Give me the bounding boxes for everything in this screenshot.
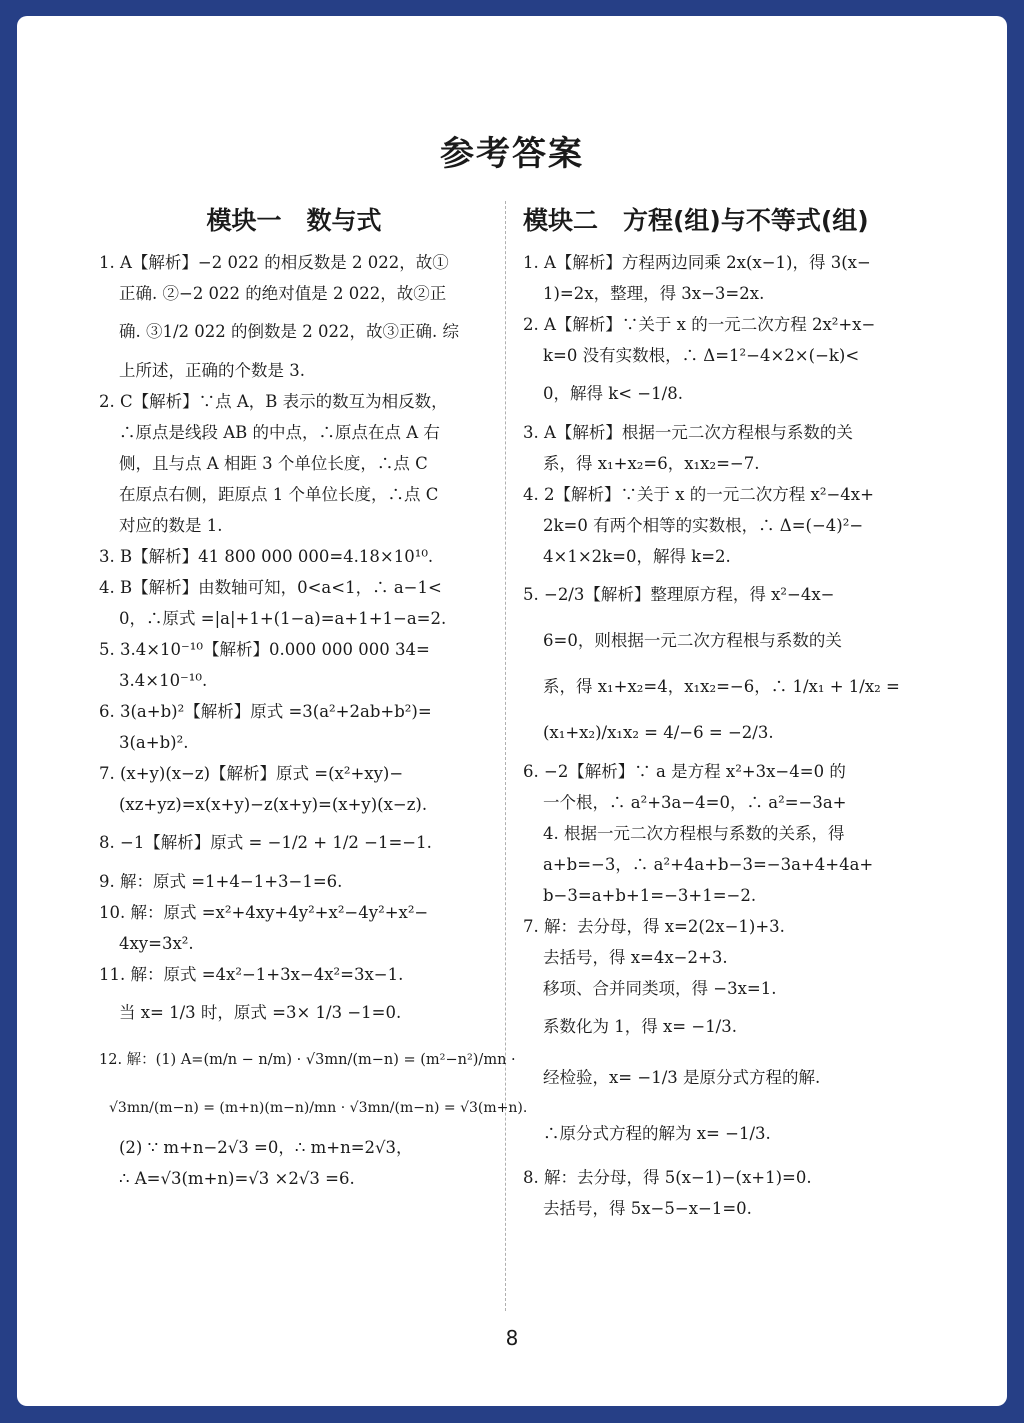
answer-line: 10. 解：原式 =x²+4xy+4y²+x²−4y²+x²− (99, 903, 429, 922)
answer-line: 4xy=3x². (119, 934, 194, 953)
answer-line: a+b=−3，∴ a²+4a+b−3=−3a+4+4a+ (543, 855, 874, 874)
answer-line: 3. B【解析】41 800 000 000=4.18×10¹⁰. (99, 547, 434, 566)
answer-line: 0，解得 k< −1/8. (543, 384, 683, 403)
answer-line: 确. ③1/2 022 的倒数是 2 022，故③正确. 综 (119, 322, 459, 341)
answer-line: (x₁+x₂)/x₁x₂ = 4/−6 = −2/3. (543, 723, 774, 742)
answer-line: 去括号，得 x=4x−2+3. (543, 948, 728, 967)
module-two-column (523, 201, 913, 1224)
answer-line: 3(a+b)². (119, 733, 189, 752)
answer-line: 11. 解：原式 =4x²−1+3x−4x²=3x−1. (99, 965, 404, 984)
answer-line: 1. A【解析】方程两边同乘 2x(x−1)，得 3(x− (523, 253, 871, 272)
answer-line: ∴原分式方程的解为 x= −1/3. (543, 1124, 771, 1143)
answer-line: (2) ∵ m+n−2√3 =0，∴ m+n=2√3， (119, 1138, 413, 1157)
answer-line: 9. 解：原式 =1+4−1+3−1=6. (99, 872, 343, 891)
answer-line: √3mn/(m−n) = (m+n)(m−n)/mn · √3mn/(m−n) = √3(m+n). (109, 1100, 528, 1116)
answer-line: 系，得 x₁+x₂=4，x₁x₂=−6，∴ 1/x₁ + 1/x₂ = (543, 677, 900, 696)
answer-line: b−3=a+b+1=−3+1=−2. (543, 886, 757, 905)
answer-line: k=0 没有实数根，∴ Δ=1²−4×2×(−k)< (543, 346, 860, 365)
answer-line: 4. B【解析】由数轴可知，0<a<1，∴ a−1< (99, 578, 442, 597)
answer-line: 0，∴原式 =|a|+1+(1−a)=a+1+1−a=2. (119, 609, 447, 628)
answer-line: 7. (x+y)(x−z)【解析】原式 =(x²+xy)− (99, 764, 404, 783)
answer-line: 1. A【解析】−2 022 的相反数是 2 022，故① (99, 253, 449, 272)
module-one-column (99, 201, 528, 1194)
answer-line: 4×1×2k=0，解得 k=2. (543, 547, 731, 566)
answer-line: 一个根，∴ a²+3a−4=0，∴ a²=−3a+ (543, 793, 847, 812)
answer-line: 7. 解：去分母，得 x=2(2x−1)+3. (523, 917, 785, 936)
answer-line: ∴原点是线段 AB 的中点，∴原点在点 A 右 (119, 423, 440, 442)
answer-line: 6=0，则根据一元二次方程根与系数的关 (543, 631, 842, 650)
answer-line: 3.4×10⁻¹⁰. (119, 671, 208, 690)
answer-line: 经检验，x= −1/3 是原分式方程的解. (543, 1068, 821, 1087)
module-two-heading: 模块二 方程(组)与不等式(组) (523, 206, 869, 235)
answer-line: 4. 根据一元二次方程根与系数的关系，得 (543, 824, 845, 843)
answer-line: 对应的数是 1. (119, 516, 223, 535)
answer-line: 5. −2/3【解析】整理原方程，得 x²−4x− (523, 585, 835, 604)
module-one-heading: 模块一 数与式 (206, 206, 382, 235)
column-divider (505, 201, 506, 1311)
answer-line: 3. A【解析】根据一元二次方程根与系数的关 (523, 423, 853, 442)
answer-line: 去括号，得 5x−5−x−1=0. (543, 1199, 752, 1218)
answer-line: 5. 3.4×10⁻¹⁰【解析】0.000 000 000 34= (99, 640, 430, 659)
answer-line: 2k=0 有两个相等的实数根，∴ Δ=(−4)²− (543, 516, 864, 535)
answer-line: 2. C【解析】∵点 A，B 表示的数互为相反数， (99, 392, 448, 411)
answer-line: 8. −1【解析】原式 = −1/2 + 1/2 −1=−1. (99, 833, 432, 852)
answer-line: 侧，且与点 A 相距 3 个单位长度，∴点 C (119, 454, 428, 473)
answer-line: 系，得 x₁+x₂=6，x₁x₂=−7. (543, 454, 760, 473)
answer-line: 当 x= 1/3 时，原式 =3× 1/3 −1=0. (119, 1003, 402, 1022)
answer-line: 6. −2【解析】∵ a 是方程 x²+3x−4=0 的 (523, 762, 846, 781)
answer-line: 系数化为 1，得 x= −1/3. (543, 1017, 737, 1036)
answer-line: 8. 解：去分母，得 5(x−1)−(x+1)=0. (523, 1168, 812, 1187)
answer-line: 12. 解：(1) A=(m/n − n/m) · √3mn/(m−n) = (m²−n²)/mn · (99, 1052, 516, 1068)
answer-line: 在原点右侧，距原点 1 个单位长度，∴点 C (119, 485, 439, 504)
answer-line: 移项、合并同类项，得 −3x=1. (543, 979, 777, 998)
answer-line: 2. A【解析】∵关于 x 的一元二次方程 2x²+x− (523, 315, 876, 334)
answer-line: 6. 3(a+b)²【解析】原式 =3(a²+2ab+b²)= (99, 702, 432, 721)
answer-line: 1)=2x，整理，得 3x−3=2x. (543, 284, 765, 303)
page-title: 参考答案 (440, 134, 584, 174)
answer-line: 上所述，正确的个数是 3. (119, 361, 305, 380)
answer-line: ∴ A=√3(m+n)=√3 ×2√3 =6. (119, 1169, 355, 1188)
answer-line: 正确. ②−2 022 的绝对值是 2 022，故②正 (119, 284, 447, 303)
answer-page (17, 16, 1007, 1406)
answer-line: (xz+yz)=x(x+y)−z(x+y)=(x+y)(x−z). (119, 795, 428, 814)
page-number: 8 (505, 1326, 519, 1350)
answer-line: 4. 2【解析】∵关于 x 的一元二次方程 x²−4x+ (523, 485, 874, 504)
